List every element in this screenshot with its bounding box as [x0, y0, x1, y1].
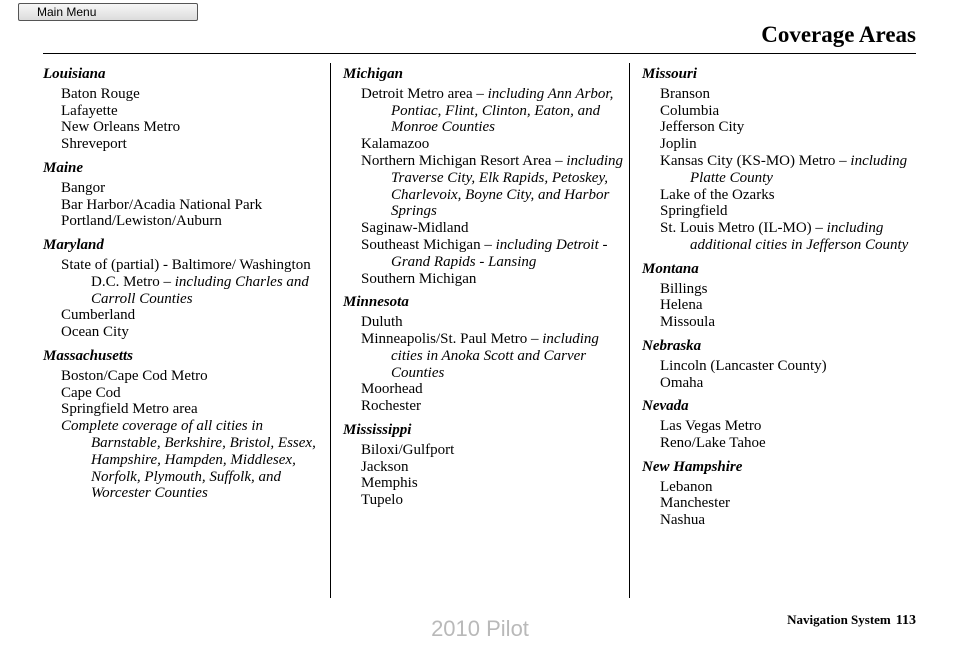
coverage-area-name: Missoula: [660, 314, 716, 331]
coverage-area-item: [43, 213, 325, 230]
coverage-area-name: Complete coverage of all cities in Barnstable, Berkshire, Bristol, Essex, Hampshire, Hampden, Middlesex, Norfolk, Plymouth, Suffolk, and Worcester Counties: [61, 418, 316, 502]
coverage-area-item: [642, 281, 932, 298]
coverage-area-note: including Charles and Carroll Counties: [91, 273, 309, 307]
coverage-area-name: Baton Rouge: [61, 85, 140, 102]
coverage-column-3: [642, 66, 932, 529]
coverage-area-note: including Detroit - Grand Rapids - Lansing: [391, 236, 608, 270]
coverage-area-name: Ocean City: [61, 324, 129, 341]
coverage-area-item: [642, 119, 932, 136]
coverage-area-item: Southeast Michigan – including Detroit - Grand Rapids - Lansing: [361, 236, 608, 270]
coverage-column-2: [343, 66, 625, 509]
coverage-area-item: State of (partial) - Baltimore/ Washington D.C. Metro – including Charles and Carroll Counties: [61, 256, 311, 307]
coverage-area-name: Cumberland: [61, 307, 136, 324]
coverage-area-item: [343, 271, 625, 288]
coverage-area-name: Detroit Metro area: [361, 85, 473, 102]
coverage-area-item: Minneapolis/St. Paul Metro – including cities in Anoka Scott and Carver Counties: [361, 330, 599, 381]
coverage-area-name: Jackson: [361, 458, 409, 475]
coverage-area-item: Kansas City (KS-MO) Metro – including Platte County: [660, 152, 908, 186]
state-heading: Minnesota: [343, 294, 409, 311]
coverage-area-name: Saginaw-Midland: [361, 220, 469, 237]
coverage-area-item: [642, 418, 932, 435]
coverage-area-name: Moorhead: [361, 381, 423, 398]
coverage-area-name: Memphis: [361, 475, 418, 492]
coverage-area-note: including Traverse City, Elk Rapids, Petoskey, Charlevoix, Boyne City, and Harbor Springs: [391, 152, 624, 220]
coverage-area-item: [343, 381, 625, 398]
coverage-area-name: New Orleans Metro: [61, 119, 181, 136]
coverage-area-name: Rochester: [361, 398, 421, 415]
coverage-area-item: [43, 401, 325, 418]
coverage-area-name: Springfield Metro area: [61, 401, 198, 418]
coverage-area-name: Kansas City (KS-MO) Metro: [660, 152, 836, 169]
main-menu-button[interactable]: Main Menu: [18, 3, 198, 21]
coverage-area-item: [642, 136, 932, 153]
state-heading: Michigan: [343, 66, 404, 82]
coverage-area-name: Branson: [660, 85, 710, 102]
page-title: Coverage Areas: [761, 22, 916, 47]
coverage-area-item: [343, 475, 625, 492]
coverage-area-item: [642, 358, 932, 375]
coverage-area-item: [343, 136, 625, 153]
coverage-area-item: [642, 479, 932, 496]
coverage-area-note: including Platte County: [690, 152, 908, 186]
coverage-area-item: [642, 203, 932, 220]
coverage-area-item: [43, 136, 325, 153]
state-heading: Nebraska: [642, 337, 702, 354]
coverage-area-name: Omaha: [660, 374, 704, 391]
coverage-area-item: [343, 492, 625, 509]
coverage-area-name: Helena: [660, 297, 703, 314]
coverage-area-item: Detroit Metro area – including Ann Arbor, Pontiac, Flint, Clinton, Eaton, and Monroe Counties: [361, 85, 614, 136]
column-divider-1: [330, 63, 331, 598]
coverage-area-name: Lincoln (Lancaster County): [660, 357, 827, 374]
coverage-area-name: Nashua: [660, 512, 705, 529]
coverage-area-name: Las Vegas Metro: [660, 418, 762, 435]
state-heading: Louisiana: [43, 66, 106, 82]
coverage-area-item: [642, 86, 932, 103]
coverage-area-name: Tupelo: [361, 492, 403, 509]
coverage-area-name: Lake of the Ozarks: [660, 186, 775, 203]
coverage-area-item: Northern Michigan Resort Area – including Traverse City, Elk Rapids, Petoskey, Charlevoix, Boyne City, and Harbor Springs: [361, 152, 624, 220]
coverage-area-name: Northern Michigan Resort Area: [361, 152, 552, 169]
state-heading: Nevada: [642, 398, 689, 415]
coverage-area-item: [43, 385, 325, 402]
coverage-area-name: Duluth: [361, 314, 403, 331]
coverage-area-note: including additional cities in Jefferson County: [690, 220, 909, 253]
watermark: 2010 Pilot: [431, 616, 529, 641]
coverage-area-item: [642, 435, 932, 452]
coverage-area-name: Billings: [660, 280, 708, 297]
coverage-area-name: St. Louis Metro (IL-MO): [660, 220, 812, 237]
coverage-area-name: Shreveport: [61, 136, 127, 153]
state-heading: Massachusetts: [43, 347, 134, 364]
state-heading: Maryland: [43, 237, 104, 254]
coverage-area-name: Joplin: [660, 136, 697, 153]
coverage-area-name: Jefferson City: [660, 119, 745, 136]
coverage-area-note: including cities in Anoka Scott and Carver Counties: [391, 330, 599, 381]
coverage-area-item: [343, 220, 625, 237]
coverage-area-item: [642, 375, 932, 392]
coverage-area-item: St. Louis Metro (IL-MO) – including additional cities in Jefferson County: [660, 220, 909, 253]
coverage-area-item: [343, 314, 625, 331]
coverage-area-item: [642, 103, 932, 120]
coverage-area-item: [642, 314, 932, 331]
coverage-area-name: Lafayette: [61, 102, 118, 119]
coverage-area-name: Bangor: [61, 179, 106, 196]
coverage-area-name: Manchester: [660, 495, 730, 512]
column-divider-2: [629, 63, 630, 598]
state-heading: Maine: [43, 159, 84, 176]
coverage-area-note: including Ann Arbor, Pontiac, Flint, Clinton, Eaton, and Monroe Counties: [391, 85, 614, 136]
coverage-area-item: [43, 103, 325, 120]
coverage-area-name: Lebanon: [660, 478, 713, 495]
coverage-area-name: Reno/Lake Tahoe: [660, 434, 766, 451]
coverage-area-name: Southern Michigan: [361, 270, 477, 287]
coverage-area-item: [43, 119, 325, 136]
footer-section-label: Navigation System: [787, 612, 891, 627]
coverage-area-item: [642, 495, 932, 512]
coverage-area-item: [43, 86, 325, 103]
coverage-area-name: Minneapolis/St. Paul Metro: [361, 330, 528, 347]
coverage-area-name: Cape Cod: [61, 384, 121, 401]
title-divider: [43, 53, 916, 54]
coverage-area-name: Southeast Michigan: [361, 236, 481, 253]
coverage-area-item: [343, 459, 625, 476]
coverage-area-item: [43, 418, 325, 502]
coverage-area-item: [43, 324, 325, 341]
coverage-area-name: Columbia: [660, 102, 720, 119]
state-heading: New Hampshire: [642, 458, 743, 475]
coverage-area-name: State of (partial) - Baltimore/ Washington D.C. Metro: [61, 256, 311, 290]
coverage-area-item: [642, 297, 932, 314]
coverage-area-item: [343, 398, 625, 415]
coverage-area-item: [642, 187, 932, 204]
state-heading: Mississippi: [343, 421, 412, 438]
coverage-column-1: [43, 66, 325, 502]
coverage-area-name: Bar Harbor/Acadia National Park: [61, 196, 263, 213]
coverage-area-item: [343, 442, 625, 459]
coverage-area-item: [43, 307, 325, 324]
coverage-area-name: Kalamazoo: [361, 136, 430, 153]
coverage-area-item: [642, 512, 932, 529]
state-heading: Missouri: [642, 66, 698, 82]
state-heading: Montana: [642, 260, 699, 277]
coverage-area-name: Springfield: [660, 203, 728, 220]
coverage-area-item: [43, 180, 325, 197]
page-number: 113: [895, 613, 916, 628]
coverage-area-item: [43, 368, 325, 385]
coverage-area-item: [43, 197, 325, 214]
coverage-area-name: Portland/Lewiston/Auburn: [61, 213, 222, 230]
coverage-area-name: Biloxi/Gulfport: [361, 441, 455, 458]
coverage-area-name: Boston/Cape Cod Metro: [61, 367, 208, 384]
